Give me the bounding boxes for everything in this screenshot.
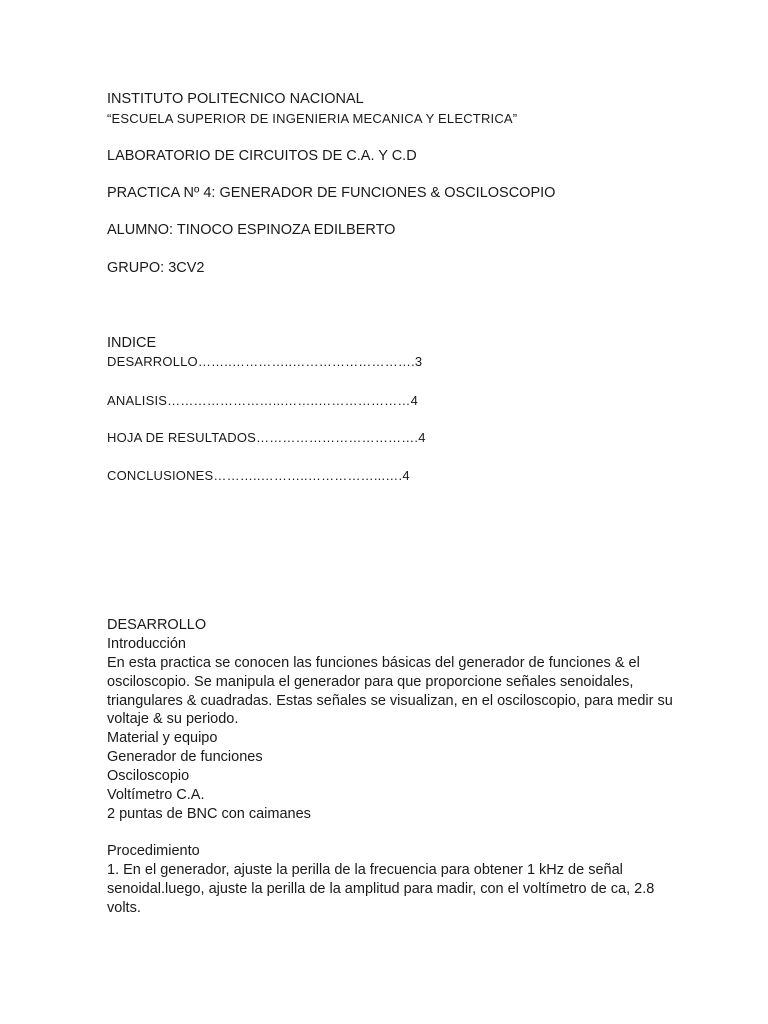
material-item: Voltímetro C.A. (107, 787, 205, 803)
procedure-line: 1. En el generador, ajuste la perilla de la frecuencia para obtener 1 kHz de señal (107, 862, 623, 878)
index-entry: HOJA DE RESULTADOS……………………………….4 (107, 430, 426, 445)
practice-title: PRACTICA Nº 4: GENERADOR DE FUNCIONES & OSCILOSCOPIO (107, 185, 556, 201)
intro-line: osciloscopio. Se manipula el generador para que proporcione señales senoidales, (107, 674, 634, 690)
section-title: DESARROLLO (107, 617, 207, 633)
school-name: “ESCUELA SUPERIOR DE INGENIERIA MECANICA Y ELECTRICA” (107, 111, 518, 126)
intro-line: triangulares & cuadradas. Estas señales se visualizan, en el osciloscopio, para medir su (107, 693, 673, 709)
procedure-line: senoidal.luego, ajuste la perilla de la amplitud para madir, con el voltímetro de ca, 2.8 (107, 881, 655, 897)
index-entry: CONCLUSIONES………..………..……………...….4 (107, 468, 410, 483)
lab-name: LABORATORIO DE CIRCUITOS DE C.A. Y C.D (107, 148, 417, 164)
procedure-title: Procedimiento (107, 843, 200, 859)
material-item: Osciloscopio (107, 768, 190, 784)
index-entry: DESARROLLO……..…………..……………………….3 (107, 354, 423, 369)
material-item: 2 puntas de BNC con caimanes (107, 806, 311, 822)
index-title: INDICE (107, 335, 157, 351)
materials-title: Material y equipo (107, 730, 218, 746)
institute-name: INSTITUTO POLITECNICO NACIONAL (107, 91, 364, 107)
material-item: Generador de funciones (107, 749, 263, 765)
intro-line: voltaje & su periodo. (107, 711, 239, 727)
student-name: ALUMNO: TINOCO ESPINOZA EDILBERTO (107, 222, 396, 238)
intro-title: Introducción (107, 636, 186, 652)
group-label: GRUPO: 3CV2 (107, 260, 205, 276)
procedure-line: volts. (107, 900, 141, 916)
intro-line: En esta practica se conocen las funciones básicas del generador de funciones & el (107, 655, 640, 671)
index-entry: ANALISIS……………………...……..…………………4 (107, 393, 419, 408)
